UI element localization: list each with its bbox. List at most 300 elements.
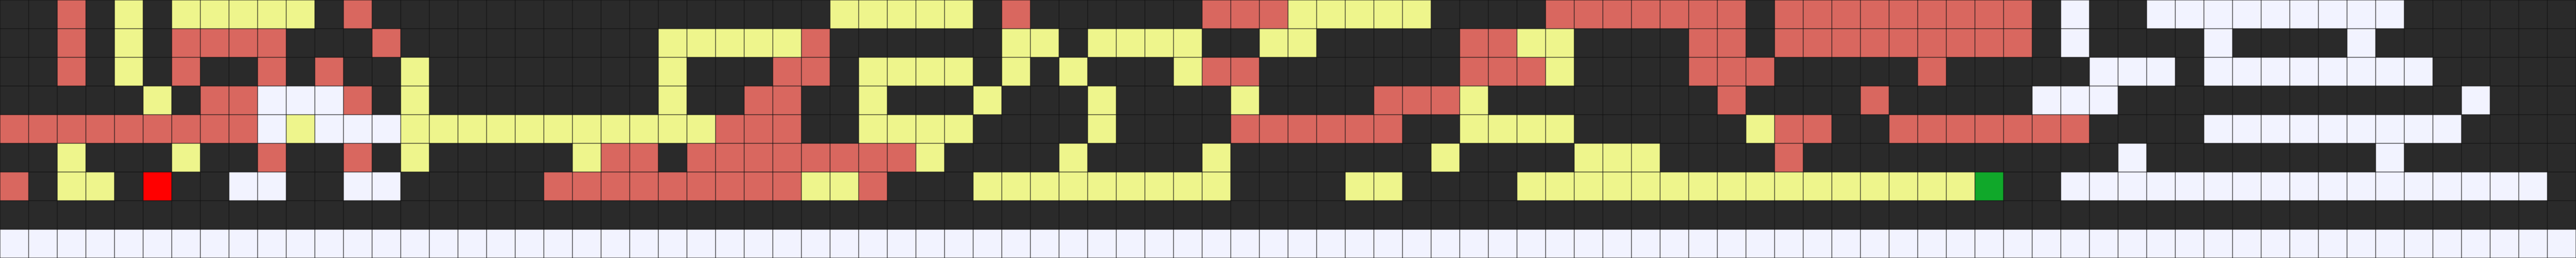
empty-cell[interactable] [1145,201,1174,229]
empty-cell[interactable] [2118,201,2147,229]
floor-cell[interactable] [258,229,286,258]
empty-cell[interactable] [1259,57,1288,86]
floor-cell[interactable] [2204,115,2233,143]
floor-cell[interactable] [2490,172,2519,201]
empty-cell[interactable] [1860,57,1889,86]
empty-cell[interactable] [830,201,859,229]
empty-cell[interactable] [2347,86,2376,115]
wall-cell[interactable] [1946,115,1975,143]
wall-cell[interactable] [687,172,716,201]
empty-cell[interactable] [1832,86,1860,115]
floor-cell[interactable] [2404,115,2433,143]
path-cell[interactable] [801,172,830,201]
wall-cell[interactable] [2004,29,2032,57]
floor-cell[interactable] [945,229,973,258]
empty-cell[interactable] [315,172,343,201]
empty-cell[interactable] [945,172,973,201]
empty-cell[interactable] [1431,57,1460,86]
empty-cell[interactable] [2433,201,2462,229]
empty-cell[interactable] [830,57,859,86]
floor-cell[interactable] [2233,115,2261,143]
wall-cell[interactable] [343,86,372,115]
empty-cell[interactable] [2089,143,2118,172]
path-cell[interactable] [773,29,801,57]
wall-cell[interactable] [1717,57,1746,86]
empty-cell[interactable] [143,143,172,172]
path-cell[interactable] [945,115,973,143]
empty-cell[interactable] [2519,86,2547,115]
wall-cell[interactable] [1975,115,2004,143]
empty-cell[interactable] [57,86,86,115]
empty-cell[interactable] [601,0,630,29]
path-cell[interactable] [1918,172,1946,201]
empty-cell[interactable] [887,86,916,115]
empty-cell[interactable] [544,86,572,115]
empty-cell[interactable] [2376,201,2404,229]
empty-cell[interactable] [1431,29,1460,57]
floor-cell[interactable] [1030,229,1059,258]
empty-cell[interactable] [1717,143,1746,172]
empty-cell[interactable] [1946,201,1975,229]
empty-cell[interactable] [401,201,429,229]
path-cell[interactable] [945,0,973,29]
floor-cell[interactable] [315,115,343,143]
floor-cell[interactable] [2089,86,2118,115]
empty-cell[interactable] [1231,143,1259,172]
path-cell[interactable] [1202,143,1231,172]
floor-cell[interactable] [1517,229,1546,258]
path-cell[interactable] [830,0,859,29]
empty-cell[interactable] [143,29,172,57]
empty-cell[interactable] [2490,0,2519,29]
empty-cell[interactable] [114,143,143,172]
wall-cell[interactable] [1488,57,1517,86]
empty-cell[interactable] [2032,29,2061,57]
empty-cell[interactable] [1345,86,1374,115]
empty-cell[interactable] [458,0,487,29]
path-cell[interactable] [687,115,716,143]
floor-cell[interactable] [1002,229,1030,258]
floor-cell[interactable] [2376,229,2404,258]
empty-cell[interactable] [572,57,601,86]
floor-cell[interactable] [801,229,830,258]
empty-cell[interactable] [143,201,172,229]
path-cell[interactable] [1088,172,1116,201]
path-cell[interactable] [229,0,258,29]
empty-cell[interactable] [1660,57,1689,86]
wall-cell[interactable] [630,172,658,201]
empty-cell[interactable] [2519,201,2547,229]
path-cell[interactable] [429,115,458,143]
wall-cell[interactable] [143,115,172,143]
empty-cell[interactable] [2347,201,2376,229]
path-cell[interactable] [86,172,114,201]
floor-cell[interactable] [2147,57,2175,86]
floor-cell[interactable] [143,229,172,258]
empty-cell[interactable] [801,201,830,229]
empty-cell[interactable] [2462,143,2490,172]
empty-cell[interactable] [200,172,229,201]
empty-cell[interactable] [1088,57,1116,86]
path-cell[interactable] [172,143,200,172]
empty-cell[interactable] [1145,86,1174,115]
path-cell[interactable] [114,57,143,86]
empty-cell[interactable] [1460,172,1488,201]
path-cell[interactable] [1803,172,1832,201]
empty-cell[interactable] [515,0,544,29]
wall-cell[interactable] [1775,115,1803,143]
wall-cell[interactable] [200,115,229,143]
wall-cell[interactable] [1460,29,1488,57]
empty-cell[interactable] [2118,115,2147,143]
empty-cell[interactable] [945,29,973,57]
floor-cell[interactable] [1546,229,1574,258]
empty-cell[interactable] [2004,57,2032,86]
wall-cell[interactable] [1574,0,1603,29]
empty-cell[interactable] [200,57,229,86]
wall-cell[interactable] [1889,29,1918,57]
empty-cell[interactable] [2147,86,2175,115]
empty-cell[interactable] [1803,143,1832,172]
floor-cell[interactable] [2061,29,2089,57]
empty-cell[interactable] [2376,29,2404,57]
empty-cell[interactable] [973,29,1002,57]
empty-cell[interactable] [458,57,487,86]
empty-cell[interactable] [2233,86,2261,115]
empty-cell[interactable] [1317,57,1345,86]
empty-cell[interactable] [2261,201,2290,229]
floor-cell[interactable] [2433,229,2462,258]
empty-cell[interactable] [1488,143,1517,172]
floor-cell[interactable] [458,229,487,258]
empty-cell[interactable] [2490,29,2519,57]
wall-cell[interactable] [1517,57,1546,86]
empty-cell[interactable] [1402,143,1431,172]
empty-cell[interactable] [2433,143,2462,172]
path-cell[interactable] [630,115,658,143]
empty-cell[interactable] [429,201,458,229]
floor-cell[interactable] [2175,229,2204,258]
path-cell[interactable] [916,143,945,172]
empty-cell[interactable] [1975,143,2004,172]
empty-cell[interactable] [1603,29,1631,57]
floor-cell[interactable] [1202,229,1231,258]
empty-cell[interactable] [830,115,859,143]
path-cell[interactable] [1946,172,1975,201]
empty-cell[interactable] [2519,57,2547,86]
empty-cell[interactable] [2290,86,2318,115]
floor-cell[interactable] [172,229,200,258]
empty-cell[interactable] [1059,201,1088,229]
wall-cell[interactable] [1918,57,1946,86]
wall-cell[interactable] [1918,115,1946,143]
empty-cell[interactable] [1402,29,1431,57]
empty-cell[interactable] [515,143,544,172]
empty-cell[interactable] [0,201,29,229]
floor-cell[interactable] [2318,172,2347,201]
floor-cell[interactable] [1717,229,1746,258]
path-cell[interactable] [572,115,601,143]
path-cell[interactable] [1717,172,1746,201]
empty-cell[interactable] [2261,143,2290,172]
empty-cell[interactable] [687,86,716,115]
path-cell[interactable] [1889,172,1918,201]
empty-cell[interactable] [1574,115,1603,143]
floor-cell[interactable] [2347,0,2376,29]
empty-cell[interactable] [1374,143,1402,172]
path-cell[interactable] [887,115,916,143]
empty-cell[interactable] [2404,86,2433,115]
wall-cell[interactable] [1460,57,1488,86]
empty-cell[interactable] [1259,143,1288,172]
wall-cell[interactable] [1002,0,1030,29]
wall-cell[interactable] [1317,115,1345,143]
empty-cell[interactable] [0,29,29,57]
empty-cell[interactable] [429,172,458,201]
empty-cell[interactable] [2089,115,2118,143]
floor-cell[interactable] [2233,57,2261,86]
floor-cell[interactable] [2032,86,2061,115]
wall-cell[interactable] [716,143,744,172]
empty-cell[interactable] [1259,86,1288,115]
empty-cell[interactable] [2318,201,2347,229]
empty-cell[interactable] [1288,57,1317,86]
path-cell[interactable] [1059,57,1088,86]
empty-cell[interactable] [1488,86,1517,115]
path-cell[interactable] [572,143,601,172]
path-cell[interactable] [744,29,773,57]
empty-cell[interactable] [487,201,515,229]
empty-cell[interactable] [286,29,315,57]
path-cell[interactable] [458,115,487,143]
empty-cell[interactable] [2032,172,2061,201]
empty-cell[interactable] [1345,29,1374,57]
empty-cell[interactable] [286,57,315,86]
empty-cell[interactable] [1517,201,1546,229]
path-cell[interactable] [1259,29,1288,57]
floor-cell[interactable] [2347,29,2376,57]
empty-cell[interactable] [1030,201,1059,229]
empty-cell[interactable] [2204,201,2233,229]
empty-cell[interactable] [2118,29,2147,57]
empty-cell[interactable] [2004,86,2032,115]
empty-cell[interactable] [1116,86,1145,115]
empty-cell[interactable] [916,29,945,57]
empty-cell[interactable] [1546,143,1574,172]
empty-cell[interactable] [973,115,1002,143]
empty-cell[interactable] [86,57,114,86]
empty-cell[interactable] [744,57,773,86]
wall-cell[interactable] [1603,0,1631,29]
empty-cell[interactable] [1059,86,1088,115]
path-cell[interactable] [114,0,143,29]
empty-cell[interactable] [2404,143,2433,172]
path-cell[interactable] [1288,0,1317,29]
empty-cell[interactable] [2175,115,2204,143]
path-cell[interactable] [1174,172,1202,201]
wall-cell[interactable] [57,29,86,57]
empty-cell[interactable] [2147,29,2175,57]
floor-cell[interactable] [2204,57,2233,86]
empty-cell[interactable] [544,201,572,229]
empty-cell[interactable] [315,0,343,29]
path-cell[interactable] [1088,115,1116,143]
empty-cell[interactable] [544,29,572,57]
empty-cell[interactable] [1402,172,1431,201]
empty-cell[interactable] [2175,29,2204,57]
floor-cell[interactable] [372,229,401,258]
empty-cell[interactable] [2118,0,2147,29]
empty-cell[interactable] [372,0,401,29]
floor-cell[interactable] [2204,229,2233,258]
empty-cell[interactable] [1431,0,1460,29]
floor-cell[interactable] [1889,229,1918,258]
floor-cell[interactable] [916,229,945,258]
floor-cell[interactable] [2261,57,2290,86]
wall-cell[interactable] [859,172,887,201]
path-cell[interactable] [1603,172,1631,201]
wall-cell[interactable] [773,115,801,143]
empty-cell[interactable] [2175,86,2204,115]
floor-cell[interactable] [716,229,744,258]
floor-cell[interactable] [401,229,429,258]
empty-cell[interactable] [1088,0,1116,29]
wall-cell[interactable] [1946,29,1975,57]
empty-cell[interactable] [687,57,716,86]
empty-cell[interactable] [515,201,544,229]
empty-cell[interactable] [1488,172,1517,201]
floor-cell[interactable] [315,229,343,258]
empty-cell[interactable] [544,0,572,29]
floor-cell[interactable] [2404,229,2433,258]
path-cell[interactable] [57,172,86,201]
empty-cell[interactable] [2547,143,2576,172]
wall-cell[interactable] [86,115,114,143]
floor-cell[interactable] [2347,229,2376,258]
empty-cell[interactable] [2490,57,2519,86]
empty-cell[interactable] [429,143,458,172]
wall-cell[interactable] [1889,0,1918,29]
empty-cell[interactable] [2347,143,2376,172]
wall-cell[interactable] [0,115,29,143]
wall-cell[interactable] [2004,0,2032,29]
wall-cell[interactable] [1717,0,1746,29]
empty-cell[interactable] [2233,201,2261,229]
empty-cell[interactable] [1317,86,1345,115]
floor-cell[interactable] [1689,229,1717,258]
empty-cell[interactable] [114,201,143,229]
floor-cell[interactable] [2404,57,2433,86]
empty-cell[interactable] [1088,143,1116,172]
empty-cell[interactable] [429,57,458,86]
wall-cell[interactable] [1975,29,2004,57]
empty-cell[interactable] [1517,0,1546,29]
wall-cell[interactable] [200,86,229,115]
floor-cell[interactable] [2462,229,2490,258]
empty-cell[interactable] [716,0,744,29]
floor-cell[interactable] [1660,229,1689,258]
empty-cell[interactable] [1116,143,1145,172]
path-cell[interactable] [658,86,687,115]
path-cell[interactable] [1288,29,1317,57]
floor-cell[interactable] [2462,86,2490,115]
wall-cell[interactable] [572,172,601,201]
floor-cell[interactable] [2233,0,2261,29]
empty-cell[interactable] [1030,115,1059,143]
floor-cell[interactable] [343,115,372,143]
wall-cell[interactable] [773,143,801,172]
empty-cell[interactable] [315,29,343,57]
floor-cell[interactable] [2089,172,2118,201]
empty-cell[interactable] [1317,29,1345,57]
empty-cell[interactable] [1975,57,2004,86]
floor-cell[interactable] [429,229,458,258]
floor-cell[interactable] [2118,172,2147,201]
wall-cell[interactable] [1345,115,1374,143]
floor-cell[interactable] [830,229,859,258]
empty-cell[interactable] [2490,115,2519,143]
empty-cell[interactable] [630,86,658,115]
empty-cell[interactable] [1574,86,1603,115]
empty-cell[interactable] [1546,86,1574,115]
wall-cell[interactable] [801,29,830,57]
wall-cell[interactable] [1775,29,1803,57]
wall-cell[interactable] [773,86,801,115]
empty-cell[interactable] [2061,201,2089,229]
empty-cell[interactable] [1345,57,1374,86]
path-cell[interactable] [1488,115,1517,143]
empty-cell[interactable] [1460,143,1488,172]
empty-cell[interactable] [1002,86,1030,115]
empty-cell[interactable] [1116,57,1145,86]
empty-cell[interactable] [744,0,773,29]
empty-cell[interactable] [1030,86,1059,115]
path-cell[interactable] [401,57,429,86]
path-cell[interactable] [200,0,229,29]
empty-cell[interactable] [1174,201,1202,229]
wall-cell[interactable] [801,143,830,172]
empty-cell[interactable] [1030,143,1059,172]
wall-cell[interactable] [1231,115,1259,143]
wall-cell[interactable] [1803,29,1832,57]
empty-cell[interactable] [2004,172,2032,201]
floor-cell[interactable] [2204,0,2233,29]
empty-cell[interactable] [544,143,572,172]
floor-cell[interactable] [2261,115,2290,143]
empty-cell[interactable] [1288,172,1317,201]
floor-cell[interactable] [2061,0,2089,29]
wall-cell[interactable] [601,172,630,201]
empty-cell[interactable] [1660,201,1689,229]
path-cell[interactable] [945,57,973,86]
empty-cell[interactable] [630,201,658,229]
path-cell[interactable] [973,86,1002,115]
empty-cell[interactable] [887,201,916,229]
path-cell[interactable] [916,57,945,86]
empty-cell[interactable] [1059,115,1088,143]
wall-cell[interactable] [172,29,200,57]
wall-cell[interactable] [1231,0,1259,29]
empty-cell[interactable] [1631,29,1660,57]
empty-cell[interactable] [2490,143,2519,172]
path-cell[interactable] [286,0,315,29]
floor-cell[interactable] [1059,229,1088,258]
floor-cell[interactable] [229,172,258,201]
path-cell[interactable] [1746,115,1775,143]
empty-cell[interactable] [1488,201,1517,229]
empty-cell[interactable] [343,57,372,86]
floor-cell[interactable] [114,229,143,258]
